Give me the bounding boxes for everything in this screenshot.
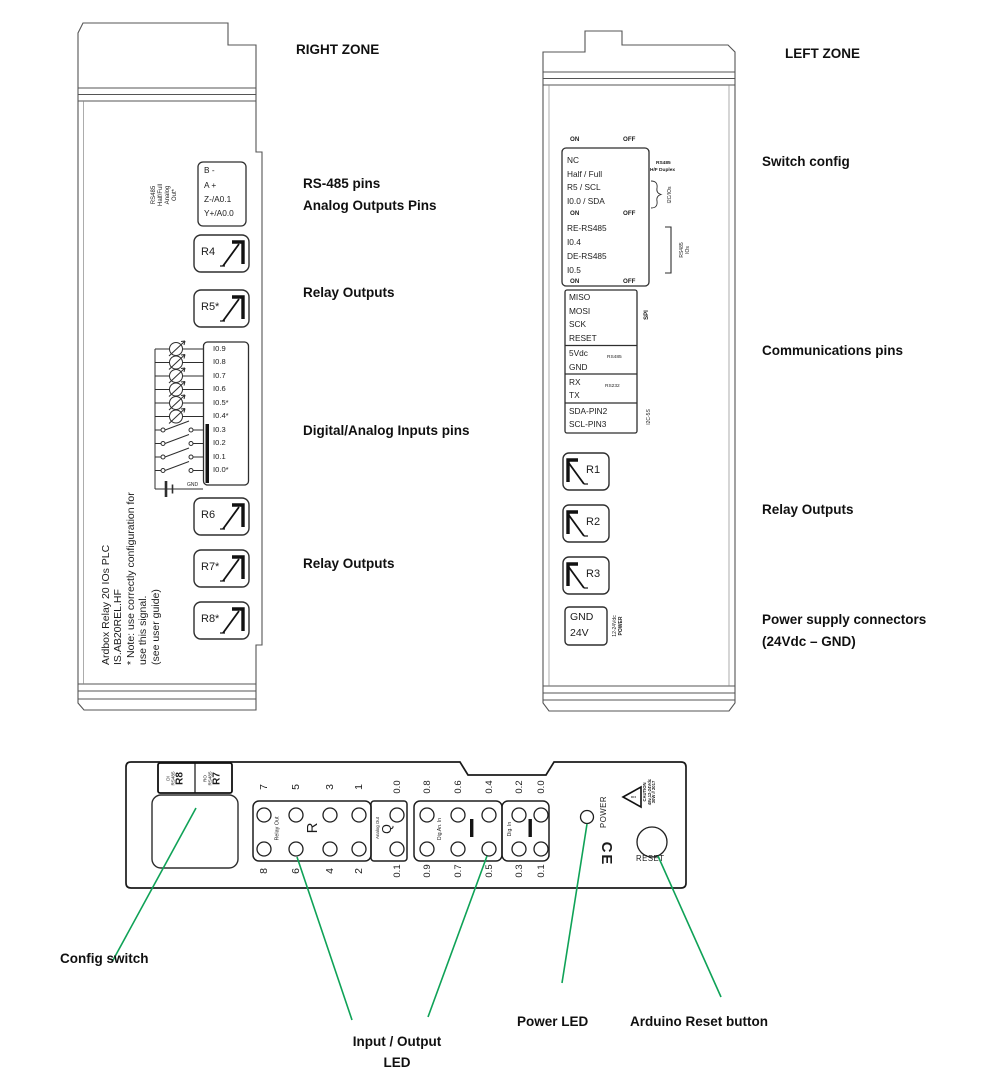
side-label-line: Half/Full — [157, 184, 164, 207]
comm-miso: MISO — [569, 292, 591, 302]
note-line: (see user guide) — [149, 589, 162, 665]
note-line: * Note: use correctly configuration for — [124, 492, 137, 665]
caution-line: CAUTION — [641, 782, 647, 802]
relay-num-6: 6 — [290, 868, 302, 874]
tag-spi: SPI — [644, 310, 650, 320]
dig-num-01: 0.1 — [535, 864, 547, 878]
caution-mark: ! — [630, 795, 638, 799]
cell-line: R7 — [211, 772, 223, 785]
side-hf-duplex-label: H/F Duplex — [650, 168, 676, 173]
label-digital-analog-inputs: Digital/Analog Inputs pins — [303, 423, 470, 438]
label-relay-outputs-1: Relay Outputs — [303, 285, 395, 300]
relay-num-1: 1 — [353, 784, 365, 790]
ce-mark: CE — [598, 841, 616, 867]
input-i05: I0.5* — [213, 397, 229, 407]
relay-r8-label: R8* — [201, 613, 220, 625]
side-label-line: RS485 — [150, 185, 157, 205]
label-config-switch: Config switch — [60, 951, 149, 966]
switch-row-r5scl: R5 / SCL — [567, 182, 601, 192]
bracket-i2c-ios-label: I2C/IOs — [667, 186, 673, 204]
switch-row-i05: I0.5 — [567, 265, 581, 275]
annotation-lines — [112, 808, 721, 1020]
switch-row-ders485: DE-RS485 — [567, 251, 607, 261]
dig-in-label: Dig. In — [507, 821, 513, 837]
label-power-led: Power LED — [517, 1014, 589, 1029]
relay-r7-label: R7* — [201, 561, 220, 573]
comm-sck: SCK — [569, 319, 587, 329]
tag-rs485: RS485 — [607, 355, 622, 360]
potentiometer-icon — [155, 341, 203, 424]
comm-scl-pin3: SCL-PIN3 — [569, 419, 607, 429]
power-text: POWER — [598, 796, 608, 828]
reset-button-hole — [637, 827, 667, 857]
dig-num-03: 0.3 — [513, 864, 525, 878]
device-note-block — [100, 425, 162, 665]
label-rs485-pins: RS-485 pins — [303, 176, 381, 191]
note-line: Ardbox Relay 20 IOs PLC — [99, 544, 112, 665]
relay-r5-label: R5* — [201, 301, 220, 313]
caution-line: 30W // 2017 — [651, 780, 657, 804]
power-side-line: 12-24Vdc — [612, 615, 618, 637]
dig-num-02: 0.2 — [513, 780, 525, 794]
pin-z-a01: Z-/A0.1 — [204, 194, 232, 204]
digan-num-06: 0.6 — [452, 780, 464, 794]
input-i06: I0.6 — [213, 384, 226, 393]
right-zone-title: RIGHT ZONE — [296, 42, 380, 57]
digan-in-label: Dig.An. In — [437, 818, 443, 840]
input-i04: I0.4* — [213, 411, 229, 420]
switch-on-3: ON — [570, 278, 580, 285]
switch-row-nc: NC — [567, 155, 579, 165]
analog-config-bar — [206, 424, 210, 483]
label-communications-pins: Communications pins — [762, 343, 904, 358]
pin-y-a00: Y+/A0.0 — [204, 208, 234, 218]
label-relay-outputs-3: Relay Outputs — [762, 502, 854, 517]
relay-big-r: R — [303, 822, 321, 834]
rs485-side-label — [150, 167, 180, 223]
comm-mosi: MOSI — [569, 305, 591, 316]
bracket-line: IOs — [685, 246, 691, 254]
reset-text: RESET — [636, 854, 665, 863]
input-i03: I0.3 — [213, 424, 226, 434]
bracket-rs485-ios-label — [680, 227, 692, 273]
label-io-led-line1: Input / Output — [352, 1034, 442, 1049]
cell-line: DI — [165, 776, 171, 781]
relay-symbol-icon — [568, 460, 588, 588]
comm-gnd: GND — [569, 362, 588, 372]
cell-line: RS485 — [170, 771, 175, 786]
label-arduino-reset: Arduino Reset button — [630, 1014, 768, 1029]
input-i09: I0.9 — [213, 343, 226, 353]
digan-num-07: 0.7 — [452, 864, 464, 878]
digan-num-04: 0.4 — [483, 780, 495, 794]
power-side-line: POWER — [618, 616, 624, 636]
side-label-line: Analog — [165, 185, 171, 205]
pin-a: A + — [204, 180, 217, 190]
note-line: use this signal. — [137, 595, 150, 665]
digan-num-05: 0.5 — [483, 864, 495, 878]
comm-reset: RESET — [569, 332, 597, 343]
caution-text — [642, 772, 658, 812]
switch-on-2: ON — [570, 210, 580, 217]
comm-tx: TX — [569, 390, 580, 400]
dig-num-00: 0.0 — [535, 780, 547, 794]
relay-r6-label: R6 — [201, 509, 216, 521]
relay-num-4: 4 — [324, 868, 336, 874]
relay-r2-label: R2 — [586, 516, 601, 528]
relay-num-3: 3 — [324, 784, 336, 790]
comm-rx: RX — [569, 376, 581, 387]
caution-line: 48v,12-24Vdc — [646, 778, 652, 806]
gnd-tiny-label: GND — [187, 482, 199, 488]
analog-big-q: Q — [380, 824, 394, 834]
switch-row-halffull: Half / Full — [567, 168, 603, 179]
config-switch-body — [152, 795, 238, 868]
input-i08: I0.8 — [213, 357, 226, 366]
relay-num-5: 5 — [290, 784, 302, 790]
relay-out-label: Relay Out — [274, 816, 280, 841]
input-i02: I0.2 — [213, 438, 226, 447]
power-24v-label: 24V — [570, 627, 589, 639]
label-io-led — [312, 1034, 482, 1070]
analog-out-label: Analog Out — [374, 817, 380, 839]
switch-off-1: OFF — [623, 136, 636, 143]
config-cell-di-r8 — [158, 764, 195, 794]
note-line: IS.AB20REL.HF — [112, 589, 125, 665]
led-holes — [257, 808, 548, 856]
switch-off-2: OFF — [623, 210, 636, 217]
tag-i2c: I2C-5S — [646, 409, 652, 425]
cell-line: RO — [202, 775, 208, 782]
digan-num-08: 0.8 — [421, 780, 433, 794]
label-io-led-line2: LED — [383, 1055, 411, 1070]
power-led-hole — [581, 811, 594, 824]
label-analog-outputs-pins: Analog Outputs Pins — [303, 198, 437, 213]
switch-row-i04: I0.4 — [567, 237, 581, 247]
relay-r3-label: R3 — [586, 568, 601, 580]
relay-num-2: 2 — [353, 868, 365, 874]
comm-5vdc: 5Vdc — [569, 348, 588, 358]
switch-row-rers485: RE-RS485 — [567, 223, 607, 233]
label-power-supply-1: Power supply connectors — [762, 612, 927, 627]
dig-dash — [529, 819, 532, 837]
tag-rs232: RS232 — [605, 384, 620, 389]
relay-r4-label: R4 — [201, 246, 216, 258]
label-switch-config: Switch config — [762, 154, 850, 169]
bracket-line: RS485 — [679, 242, 686, 258]
analog-num-00: 0.0 — [391, 780, 403, 794]
comm-sda-pin2: SDA-PIN2 — [569, 405, 608, 416]
input-i00: I0.0* — [213, 465, 229, 474]
cell-line: R8 — [174, 772, 186, 785]
label-relay-outputs-2: Relay Outputs — [303, 556, 395, 571]
input-i01: I0.1 — [213, 451, 226, 461]
switch-off-3: OFF — [623, 278, 636, 285]
switch-contact-icon — [155, 421, 203, 473]
switch-row-i00sda: I0.0 / SDA — [567, 196, 605, 206]
side-label-line: Out* — [172, 189, 179, 202]
relay-num-8: 8 — [258, 868, 270, 874]
cell-line: RS485 — [207, 771, 212, 786]
label-power-supply-2: (24Vdc – GND) — [762, 634, 856, 649]
power-side-label — [611, 604, 625, 648]
input-wiring — [155, 341, 203, 497]
left-zone-title: LEFT ZONE — [785, 46, 860, 61]
digan-dash — [470, 819, 473, 837]
input-i07: I0.7 — [213, 370, 226, 380]
side-rs485-label: RS485 — [656, 161, 671, 166]
power-gnd-label: GND — [570, 611, 594, 623]
config-cell-ro-r7 — [195, 764, 232, 794]
switch-on-1: ON — [570, 136, 580, 143]
digan-num-09: 0.9 — [421, 864, 433, 878]
relay-num-7: 7 — [258, 784, 270, 790]
relay-r1-label: R1 — [586, 464, 601, 476]
pin-b: B - — [204, 165, 215, 175]
analog-num-01: 0.1 — [391, 864, 403, 878]
